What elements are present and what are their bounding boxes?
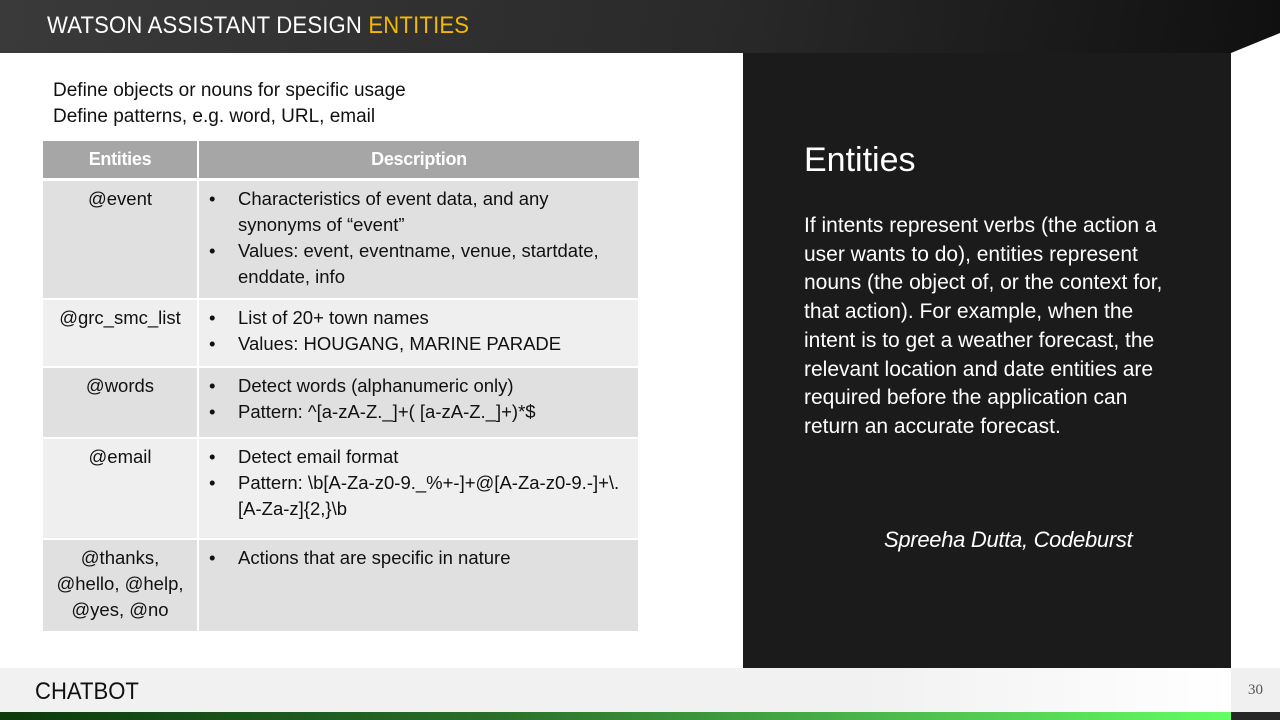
- table-row: [43, 179, 639, 299]
- entity-name: @event: [43, 179, 198, 299]
- entity-name: @thanks, @hello, @help, @yes, @no: [43, 539, 198, 632]
- quote-panel-title: Entities: [804, 141, 916, 179]
- intro-line: Define patterns, e.g. word, URL, email: [53, 106, 376, 127]
- entity-description: [198, 367, 639, 438]
- description-item: • Pattern: ^[a-zA-Z._]+( [a-zA-Z._]+)*$: [207, 399, 630, 425]
- column-header-entities: Entities: [43, 141, 198, 179]
- entity-description: [198, 438, 639, 539]
- slide-title: [47, 12, 469, 40]
- description-item: • List of 20+ town names: [207, 305, 630, 331]
- entity-description: [198, 539, 639, 632]
- table-row: [43, 539, 639, 632]
- footer-bar: [0, 668, 1231, 712]
- entity-name: @grc_smc_list: [43, 299, 198, 367]
- description-item: • Detect words (alphanumeric only): [207, 373, 630, 399]
- quote-panel: [743, 53, 1231, 668]
- page-number: 30: [1248, 682, 1263, 698]
- table-row: [43, 299, 639, 367]
- slide-title-accent: ENTITIES: [368, 12, 470, 39]
- description-item: • Values: event, eventname, venue, startdate, enddate, info: [207, 238, 630, 290]
- entity-name: @email: [43, 438, 198, 539]
- description-item: • Characteristics of event data, and any synonyms of “event”: [207, 186, 630, 238]
- description-item: • Detect email format: [207, 444, 630, 470]
- entity-description: [198, 179, 639, 299]
- table-header-row: [43, 141, 639, 179]
- description-item: • Actions that are specific in nature: [207, 545, 630, 571]
- intro-text: [53, 78, 406, 130]
- quote-citation: Spreeha Dutta, Codeburst: [884, 527, 1133, 552]
- description-item: • Values: HOUGANG, MARINE PARADE: [207, 331, 630, 357]
- footer-label: CHATBOT: [35, 678, 139, 705]
- entity-name: @words: [43, 367, 198, 438]
- table-row: [43, 438, 639, 539]
- quote-panel-body: If intents represent verbs (the action a user wants to do), entities represent nouns (the object of, or the context for, that action). For example, when the intent is to get a weather forecast, the relevant location and date entities are required before the application can return an accurate forecast.: [804, 214, 1163, 438]
- column-header-description: Description: [198, 141, 639, 179]
- footer-accent-strip: [0, 712, 1231, 720]
- entity-description: [198, 299, 639, 367]
- entities-table: [43, 141, 640, 633]
- table-row: [43, 367, 639, 438]
- intro-line: Define objects or nouns for specific usage: [53, 80, 406, 101]
- footer-corner: [1231, 712, 1280, 720]
- slide-title-main: WATSON ASSISTANT DESIGN: [47, 12, 363, 39]
- description-item: • Pattern: \b[A-Za-z0-9._%+-]+@[A-Za-z0-9.-]+\.[A-Za-z]{2,}\b: [207, 470, 630, 522]
